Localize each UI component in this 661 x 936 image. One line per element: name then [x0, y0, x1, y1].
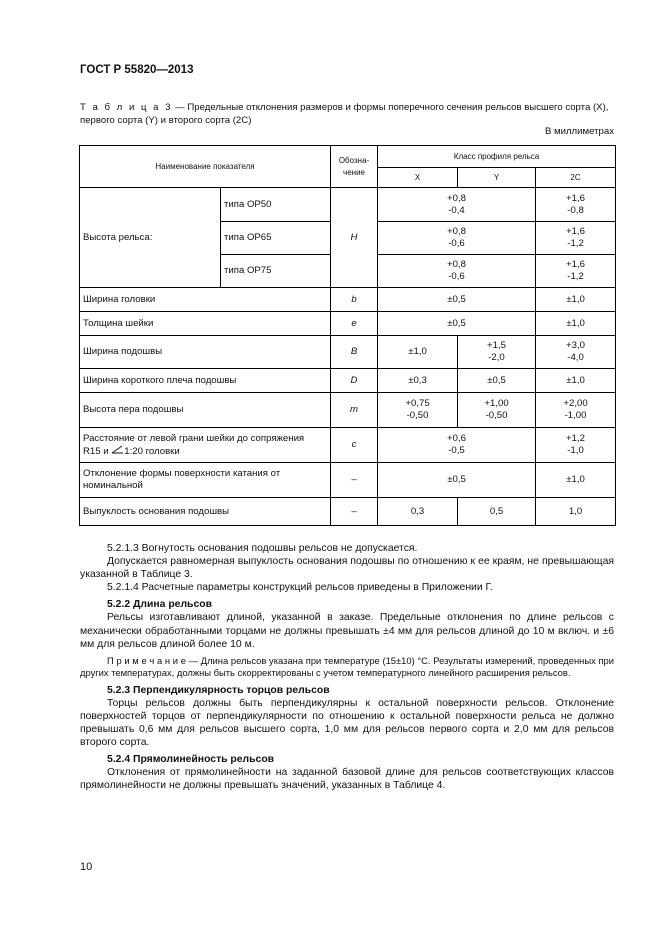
table-row — [80, 428, 616, 463]
value-cell: +0,8 -0,4 — [378, 188, 536, 222]
paragraph: Рельсы изготавливают длиной, указанной в заказе. Предельные отклонения по длине рельсов с механически обработанными торцами не должны превышать ±4 мм для рельсов длиной до 10 м включ. и ±6 мм для рельсов длиной более 10 м. — [80, 612, 614, 650]
note — [80, 655, 614, 680]
paragraph: Торцы рельсов должны быть перпендикулярны к остальной поверхности рельсов. Отклонение поверхностей торцов от перпендикулярности по отношению к остальной поверхности рельса не должно превышать 0,6 мм для рельсов высшего сорта, 1,0 мм для рельсов первого сорта и 2,0 мм для рельсов второго сорта. — [80, 697, 614, 749]
value-cell: ±1,0 — [378, 336, 458, 369]
row-name: Ширина подошвы — [80, 336, 331, 369]
section-heading-5-2-3: 5.2.3 Перпендикулярность торцов рельсов — [107, 684, 330, 696]
table-header-row — [80, 146, 616, 168]
deviation-table — [79, 145, 616, 526]
value-cell: 0,5 — [458, 498, 536, 526]
note-label: П р и м е ч а н и е — [107, 654, 186, 666]
type-op75: типа ОР75 — [221, 255, 331, 288]
value-cell: +3,0 -4,0 — [536, 336, 616, 369]
value-cell: ±1,0 — [536, 369, 616, 393]
height-label: Высота рельса: — [80, 188, 221, 288]
table-row — [80, 188, 616, 222]
table-row — [80, 463, 616, 498]
value-cell: +0,6 -0,5 — [378, 428, 536, 463]
row-symbol: D — [331, 369, 378, 393]
value-cell: ±0,5 — [378, 288, 536, 312]
row-name: Отклонение формы поверхности катания от номинальной — [80, 463, 331, 498]
table-row — [80, 336, 616, 369]
row-symbol: m — [331, 393, 378, 428]
value-cell: ±0,5 — [378, 463, 536, 498]
value-cell: ±1,0 — [536, 312, 616, 336]
header-x: Х — [378, 168, 458, 188]
value-cell: +0,75 -0,50 — [378, 393, 458, 428]
note-text: — Длина рельсов указана при температуре (15±10) °С. Результаты измерений, проведенных при других температурах, должны быть скорректированы с учетом температурного линейного расширения рельсов. — [80, 654, 614, 679]
value-cell: +1,00 -0,50 — [458, 393, 536, 428]
value-cell: ±1,0 — [536, 288, 616, 312]
header-name: Наименование показателя — [80, 146, 331, 188]
row-name: Расстояние от левой грани шейки до сопряжения R15 и 1:20 головки — [80, 428, 331, 463]
value-cell: +1,6 -0,8 — [536, 188, 616, 222]
row-symbol: b — [331, 288, 378, 312]
symbol-h: H — [331, 188, 378, 288]
header-symbol: Обозна-чение — [331, 146, 378, 188]
row-name: Толщина шейки — [80, 312, 331, 336]
table-row — [80, 369, 616, 393]
table-row — [80, 393, 616, 428]
table-caption — [80, 101, 615, 127]
table-row — [80, 288, 616, 312]
value-cell: ±0,5 — [378, 312, 536, 336]
paragraph: 5.2.1.3 Вогнутость основания подошвы рельсов не допускается. — [107, 543, 418, 554]
value-cell: +2,00 -1,00 — [536, 393, 616, 428]
table-units: В миллиметрах — [544, 126, 614, 137]
type-op65: типа ОР65 — [221, 222, 331, 255]
paragraph: 5.2.1.4 Расчетные параметры конструкций рельсов приведены в Приложении Г. — [107, 582, 493, 594]
value-cell: +1,6 -1,2 — [536, 255, 616, 288]
row-name: Ширина короткого плеча подошвы — [80, 369, 331, 393]
table-row — [80, 498, 616, 526]
value-cell: ±0,5 — [458, 369, 536, 393]
paragraph: Допускается равномерная выпуклость основания подошвы по отношению к ее краям, не превышающая указанной в Таблице 3. — [80, 556, 614, 581]
section-heading-5-2-4: 5.2.4 Прямолинейность рельсов — [107, 754, 275, 766]
value-cell: +1,5 -2,0 — [458, 336, 536, 369]
row-symbol: – — [331, 498, 378, 526]
value-cell: +0,8 -0,6 — [378, 255, 536, 288]
row-symbol: c — [331, 428, 378, 463]
value-cell: +1,2 -1,0 — [536, 428, 616, 463]
section-heading-5-2-2: 5.2.2 Длина рельсов — [107, 599, 212, 611]
value-cell: 1,0 — [536, 498, 616, 526]
row-symbol: – — [331, 463, 378, 498]
header-class: Класс профиля рельса — [378, 146, 616, 168]
row-name: Высота пера подошвы — [80, 393, 331, 428]
value-cell: ±1,0 — [536, 463, 616, 498]
value-cell: 0,3 — [378, 498, 458, 526]
value-cell: ±0,3 — [378, 369, 458, 393]
angle-icon — [111, 445, 124, 454]
row-name: Выпуклость основания подошвы — [80, 498, 331, 526]
row-symbol: B — [331, 336, 378, 369]
value-cell: +0,8 -0,6 — [378, 222, 536, 255]
document-id: ГОСТ Р 55820—2013 — [80, 64, 194, 76]
page-number: 10 — [80, 861, 93, 873]
row-symbol: e — [331, 312, 378, 336]
header-y: Y — [458, 168, 536, 188]
table-caption-label: Т а б л и ц а 3 — [80, 102, 173, 113]
body-text — [80, 542, 614, 793]
table-caption-text: — Предельные отклонения размеров и формы поперечного сечения рельсов высшего сорта (Х), первого сорта (Y) и второго сорта (2С) — [80, 102, 609, 126]
row-name: Ширина головки — [80, 288, 331, 312]
paragraph: Отклонения от прямолинейности на заданной базовой длине для рельсов соответствующих классов прямолинейности не должны превышать значений, указанных в Таблице 4. — [80, 767, 614, 792]
value-cell: +1,6 -1,2 — [536, 222, 616, 255]
header-2c: 2С — [536, 168, 616, 188]
type-op50: типа ОР50 — [221, 188, 331, 222]
table-row — [80, 312, 616, 336]
